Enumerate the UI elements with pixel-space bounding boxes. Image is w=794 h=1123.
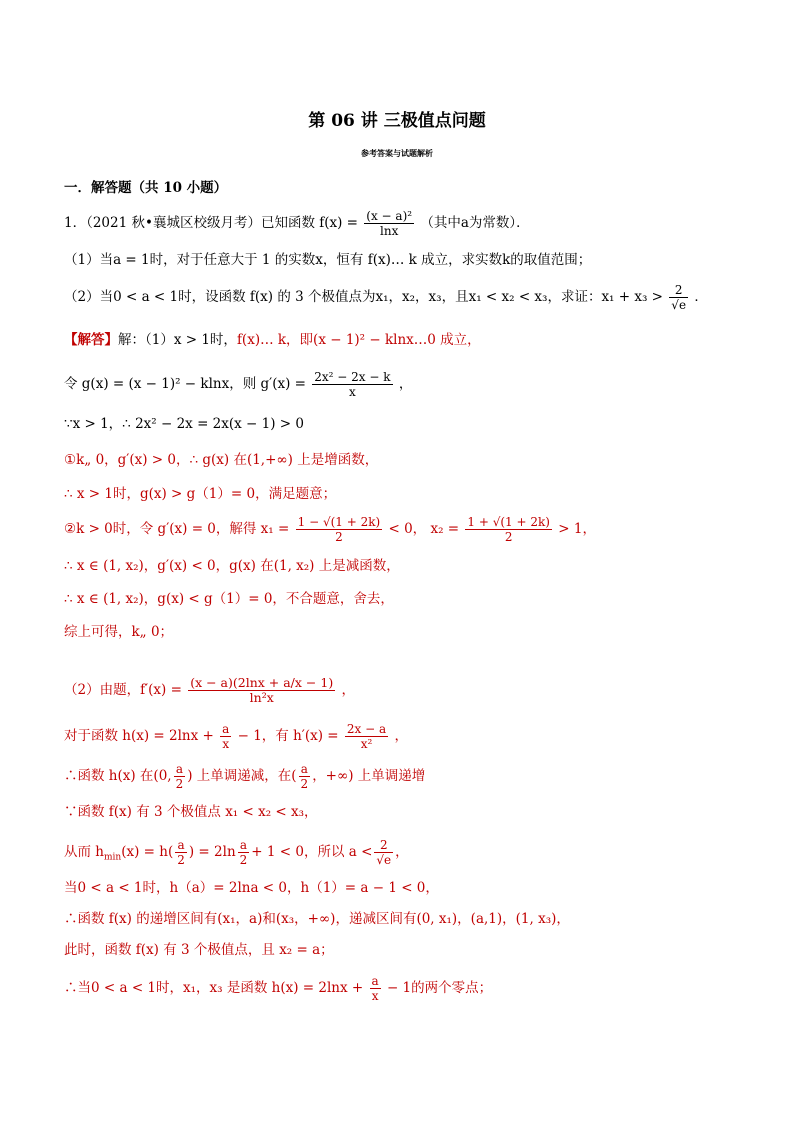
- solution-line-4: ①k„ 0，g′(x) > 0，∴ g(x) 在(1,+∞) 上是增函数，: [64, 452, 379, 468]
- section-heading: 一．解答题（共 10 小题）: [64, 180, 228, 196]
- solution-l12-fraction-2: [299, 762, 311, 791]
- solution-l12-f2-den: 2: [300, 777, 309, 791]
- problem-part2-text: （2）当0 < a < 1时，设函数 f(x) 的 3 个极值点为x₁，x₂，x₃，且x₁ < x₂ < x₃，求证：x₁ + x₃ >: [64, 289, 663, 305]
- solution-l14-fraction-3: [374, 838, 393, 867]
- problem-part2-tail: ．: [694, 289, 708, 305]
- problem-part2-den: √e: [671, 298, 687, 312]
- solution-l14-sub: min: [104, 852, 122, 863]
- solution-line-12: [64, 762, 425, 791]
- solution-l6-den2: 2: [504, 530, 513, 544]
- solution-l18-num: a: [371, 974, 379, 988]
- solution-line-7: ∴ x ∈ (1, x₂)，g′(x) < 0，g(x) 在(1, x₂) 上是减函数，: [64, 558, 400, 574]
- solution-l10-a: （2）由题，f′(x) =: [64, 682, 182, 698]
- problem-fx-den: lnx: [380, 224, 399, 238]
- solution-l18-tail: − 1的两个零点；: [386, 980, 493, 996]
- solution-line-8: ∴ x ∈ (1, x₂)，g(x) < g（1）= 0，不合题意，舍去，: [64, 591, 394, 607]
- solution-l6-den1: 2: [335, 530, 343, 544]
- solution-l14-a: 从而 h: [64, 844, 104, 860]
- solution-l12-c: ，+∞) 上单调递增: [312, 768, 426, 784]
- solution-l11-fraction: [345, 722, 388, 751]
- solution-l11-b: − 1，有 h′(x) =: [237, 728, 339, 744]
- solution-l11-den: x²: [360, 737, 373, 751]
- solution-l2-num: 2x² − 2x − k: [314, 370, 391, 384]
- solution-l12-f1-num: a: [174, 762, 186, 777]
- solution-l12-b: ) 上单调递减，在(: [187, 768, 297, 784]
- solution-l12-f1-den: 2: [175, 777, 184, 791]
- solution-l14-f3-num: 2: [374, 838, 393, 853]
- solution-l14-f2-den: 2: [239, 853, 248, 867]
- solution-label: 【解答】: [64, 332, 118, 348]
- problem-intro: [64, 209, 530, 238]
- problem-fx-num: (x − a)²: [366, 209, 413, 223]
- solution-l14-tail: ，: [395, 844, 409, 860]
- solution-l10-num: (x − a)(2lnx + a/x − 1): [190, 675, 334, 690]
- solution-l14-fraction-1: [175, 838, 187, 867]
- solution-l2-a: 令 g(x) = (x − 1)² − klnx，则 g′(x) =: [64, 376, 306, 392]
- solution-line-9: 综上可得，k„ 0；: [64, 624, 174, 640]
- problem-part2: [64, 283, 708, 312]
- solution-l1-b: f(x)… k，即(x − 1)² − klnx…0 成立，: [236, 332, 481, 348]
- problem-part2-fraction: [669, 283, 688, 312]
- solution-l10-den: ln²x: [249, 690, 274, 705]
- solution-l11-small-num: a: [222, 722, 230, 736]
- solution-l14-f1-den: 2: [177, 853, 185, 867]
- problem-fx: f(x) =: [319, 215, 358, 231]
- solution-l6-num1: 1 − √(1 + 2k): [297, 515, 381, 529]
- solution-l14-f3-den: √e: [376, 853, 392, 867]
- solution-l2-tail: ，: [398, 376, 413, 392]
- solution-l14-f2-num: a: [238, 838, 250, 853]
- solution-l11-tail: ，: [394, 728, 408, 744]
- solution-l18-a: ∴当0 < a < 1时，x₁，x₃ 是函数 h(x) = 2lnx +: [64, 980, 364, 996]
- problem-part2-num: 2: [669, 283, 688, 298]
- solution-l12-f2-num: a: [299, 762, 311, 777]
- solution-line-18: [64, 974, 492, 1003]
- solution-l14-d: + 1 < 0，所以 a <: [251, 844, 373, 860]
- solution-l2-fraction: [312, 370, 392, 399]
- solution-line-14: [64, 838, 409, 868]
- solution-l6-mid: < 0， x₂ =: [388, 521, 460, 537]
- solution-l14-c: ) = 2ln: [188, 844, 236, 860]
- solution-l11-small-fraction: [220, 722, 231, 751]
- solution-l11-a: 对于函数 h(x) = 2lnx +: [64, 728, 214, 744]
- solution-l14-f1-num: a: [175, 838, 187, 853]
- page-title: 第 06 讲 三极值点问题: [308, 111, 486, 131]
- solution-line-1: [64, 330, 481, 350]
- page-subtitle: 参考答案与试题解析: [361, 148, 433, 158]
- solution-line-5: ∴ x > 1时，g(x) > g（1）= 0，满足题意；: [64, 486, 337, 502]
- solution-l6-fraction-2: [465, 515, 552, 544]
- solution-l10-tail: ，: [341, 682, 355, 698]
- solution-l18-den: x: [371, 989, 379, 1003]
- solution-l1-a: 解：（1）x > 1时，: [118, 332, 237, 348]
- solution-line-6: [64, 515, 596, 544]
- solution-l6-num2: 1 + √(1 + 2k): [467, 515, 550, 529]
- solution-l14-fraction-2: [238, 838, 250, 867]
- solution-l12-a: ∴函数 h(x) 在(0,: [64, 768, 172, 784]
- solution-l11-small-den: x: [222, 737, 230, 751]
- solution-line-17: 此时，函数 f(x) 有 3 个极值点，且 x₂ = a；: [64, 942, 334, 958]
- solution-line-11: [64, 722, 408, 751]
- solution-l2-den: x: [349, 385, 356, 399]
- solution-l12-fraction-1: [174, 762, 186, 791]
- solution-l6-fraction-1: [296, 515, 383, 544]
- solution-line-13: ∵函数 f(x) 有 3 个极值点 x₁ < x₂ < x₃，: [64, 804, 318, 820]
- problem-part1: （1）当a = 1时，对于任意大于 1 的实数x，恒有 f(x)… k 成立，求实数k的取值范围；: [64, 252, 592, 268]
- solution-line-10: [64, 676, 355, 705]
- solution-l6-a: ②k > 0时，令 g′(x) = 0，解得 x₁ =: [64, 521, 290, 537]
- solution-l10-fraction: [188, 676, 335, 705]
- solution-line-2: [64, 370, 412, 399]
- solution-line-16: ∴函数 f(x) 的递增区间有(x₁，a)和(x₃，+∞)，递减区间有(0, x₁)，(a,1)，(1, x₃)，: [64, 911, 570, 927]
- problem-intro-tail: （其中a为常数）．: [420, 215, 530, 231]
- solution-l18-fraction: [370, 974, 381, 1003]
- solution-l6-tail: > 1，: [558, 521, 596, 537]
- problem-intro-text: 1．（2021 秋•襄城区校级月考）已知函数: [64, 215, 315, 231]
- problem-fx-fraction: [364, 209, 414, 238]
- solution-l11-num: 2x − a: [346, 722, 387, 736]
- solution-l14-b: (x) = h(: [121, 844, 174, 860]
- solution-line-15: 当0 < a < 1时，h（a）= 2lna < 0，h（1）= a − 1 < 0，: [64, 880, 439, 896]
- solution-line-3: ∵x > 1，∴ 2x² − 2x = 2x(x − 1) > 0: [64, 416, 304, 432]
